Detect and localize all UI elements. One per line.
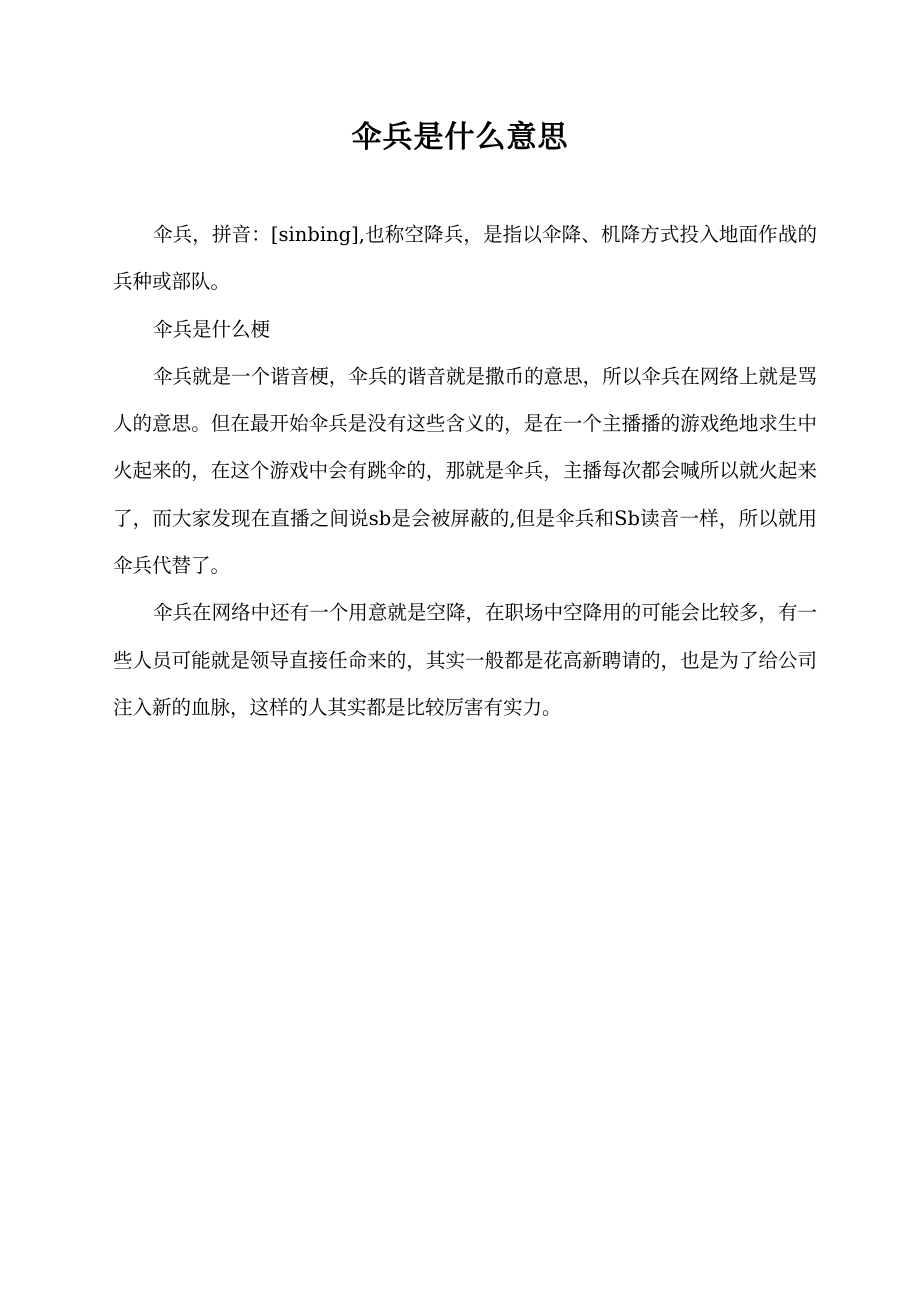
document-body: [113, 211, 817, 731]
section-heading: 伞兵是什么梗: [153, 317, 271, 341]
workplace-meaning-paragraph: 伞兵在网络中还有一个用意就是空降，在职场中空降用的可能会比较多，有一些人员可能就是领导直接任命来的，其实一般都是花高新聘请的，也是为了给公司注入新的血脉，这样的人其实都是比较厉害有实力。: [113, 601, 817, 719]
intro-paragraph: 伞兵，拼音：[sinbing],也称空降兵，是指以伞降、机降方式投入地面作战的兵种或部队。: [113, 223, 817, 294]
meme-explanation-paragraph: 伞兵就是一个谐音梗，伞兵的谐音就是撒币的意思，所以伞兵在网络上就是骂人的意思。但在最开始伞兵是没有这些含义的，是在一个主播播的游戏绝地求生中火起来的，在这个游戏中会有跳伞的，那就是伞兵，主播每次都会喊所以就火起来了，而大家发现在直播之间说sb是会被屏蔽的,但是伞兵和Sb读音一样，所以就用伞兵代替了。: [113, 364, 817, 578]
document-title: 伞兵是什么意思: [351, 120, 569, 155]
